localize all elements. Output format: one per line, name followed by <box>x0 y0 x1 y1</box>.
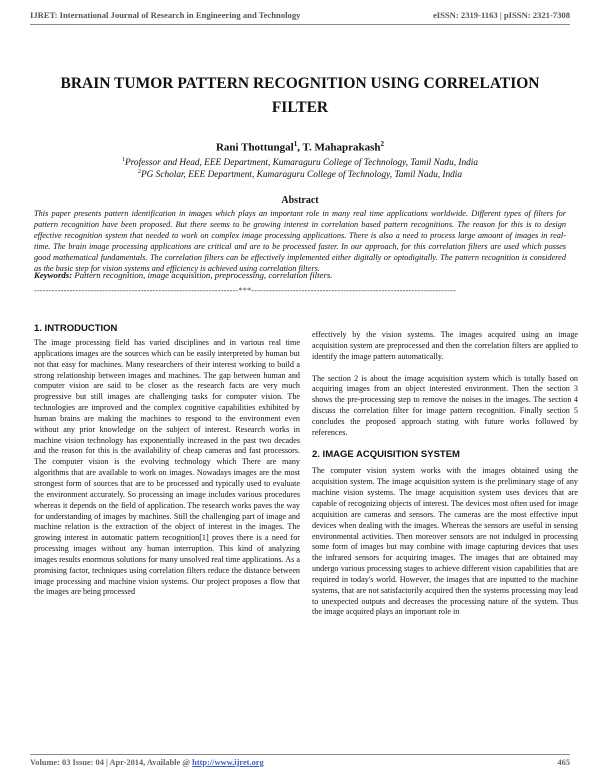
volume-info <box>30 758 264 767</box>
title-line-2: FILTER <box>271 99 329 116</box>
page-number: 465 <box>557 758 570 767</box>
affiliation-1-sup: 1 <box>121 157 125 163</box>
author-1-sup: 1 <box>293 140 298 148</box>
affiliation-1 <box>0 157 600 168</box>
page-footer <box>30 754 570 773</box>
author-1: Rani Thottungal <box>215 141 294 154</box>
affiliation-2 <box>0 169 600 180</box>
affiliation-2-text: PG Scholar, EEE Department, Kumaraguru College of Technology, Tamil Nadu, India <box>140 170 463 181</box>
keywords-label: Keywords: <box>34 270 73 280</box>
paper-title <box>40 72 560 120</box>
abstract-text: This paper presents pattern identification in images which plays an important role in many real time applications worldwide. Different types of filters for pattern recognition have been proposed. But there seems to be growing interest in correlation based pattern recognitions. The reason for this is to design effective recognition system that needed to work on complex image processing applications. There is also a need to process large amount of images in real-time. The brain image processing applications are critical and are to be processed faster. In our approach, for this correlation filters are used which posses good mathematical fundamentals. The correlation filters can be effectively implemented either digitally or optodigitally. The pattern recognition is considered as the basic step for vision systems and efficiency is achieved using correlation filters. <box>34 209 566 273</box>
journal-name: IJRET: International Journal of Research in Engineering and Technology <box>30 10 301 20</box>
author-separator: , <box>297 141 303 154</box>
left-column <box>34 323 300 609</box>
intro-heading: 1. INTRODUCTION <box>34 323 118 334</box>
section-separator: ---------------------------------------------------------------------***--------------------------------------------------------------------- <box>34 286 456 295</box>
intro-continuation: effectively by the vision systems. The images acquired using an image acquisition system are preprocessed and then the correlation filters are applied to identify the image pattern automatically. <box>312 330 578 361</box>
author-2-sup: 2 <box>380 140 385 148</box>
keywords-text: Pattern recognition, image acquisition, preprocessing, correlation filters. <box>72 270 333 280</box>
sections-overview: The section 2 is about the image acquisition system which is totally based on acquiring images from an object interested environment. Then the section 3 shows the pre-processing step to remove the noises in the images. The section 4 discuss the correlation filter for image pattern recognition. Finally section 5 concludes the proposed approach stating with future works followed by references. <box>312 373 578 437</box>
issn-text: eISSN: 2319-1163 | pISSN: 2321-7308 <box>432 10 570 20</box>
author-list <box>0 140 600 154</box>
title-line-1: BRAIN TUMOR PATTERN RECOGNITION USING CORRELATION <box>60 75 540 92</box>
volume-text: Volume: 03 Issue: 04 | Apr-2014, Available @ <box>30 758 193 767</box>
right-column <box>312 330 578 629</box>
abstract-heading: Abstract <box>281 195 319 206</box>
affiliation-1-text: Professor and Head, EEE Department, Kumaraguru College of Technology, Tamil Nadu, India <box>124 158 479 169</box>
affiliation-2-sup: 2 <box>137 169 141 175</box>
acquisition-paragraph: The computer vision system works with the images obtained using the acquisition system. The image acquisition system is the preliminary stage of any machine vision systems. The image acquisition system uses devices that are capable of recognizing objects of interest. The devices most often used for image acquisition are cameras and sensors. The cameras are the most effective input devices when dealing with the images. Whereas the sensors are useful in sensing environmental activities. Then moreover sensors are not indulged in processing some form of images but may combine with image capturing devices that uses the infrared sensors for acquiring images. The images that are obtained may undergo various processing stages to achieve different vision capabilities that are required in today's world. However, the images that are inputted to the machine systems, that are not satisfactorily acquired then the systems processing may lead to unexpected outputs and decreases the processing nature of the system. Thus the image acquired plays an important role in <box>312 466 578 617</box>
keywords <box>34 270 566 280</box>
acquisition-heading: 2. IMAGE ACQUISITION SYSTEM <box>312 448 460 460</box>
running-header <box>30 6 570 25</box>
author-2: T. Mahaprakash <box>302 141 381 154</box>
intro-paragraph: The image processing field has varied disciplines and in various real time applications images are the sources which can be easily interpreted by human but not that easy for machines. Many researchers of their interest working to build a strong relationship between images and machines. The gap between human and computer vision are said to be closer as the research facts are very much progressive but still images are challenging tasks for computer vision. The technologies are improved and the complex cognitive capabilities exhibited by human brains are making the machines to respond to the environment even without any prior knowledge on the subject of interest. Research works in machine vision technology has exponentially increased in the past two decades and the reason for this is the availability of cheap cameras and fast processors. The computer vision is the evolving technology which There are many algorithms that are available to work on images. Nowadays images are the most strongest form of sources that are to be processed and typically used to evaluate the environment accurately. So processing an image includes various procedures whereas it depends on the field of application. The research works paves the way for understanding of images by machines. Still the challenging part of image and machine relation is the extraction of the object of interest in the images. The growing interest in automatic pattern recognition[1] proves there is a need for processing images without any human interruption. This kind of analyzing images results enormous solutions for many unsolved real time applications. As a promising factor, techniques using correlation filters reduce the distance between image processing and machine vision systems. Our project proposes a flow that the images are being processed <box>34 338 300 597</box>
journal-link[interactable]: http://www.ijret.org <box>192 758 264 767</box>
